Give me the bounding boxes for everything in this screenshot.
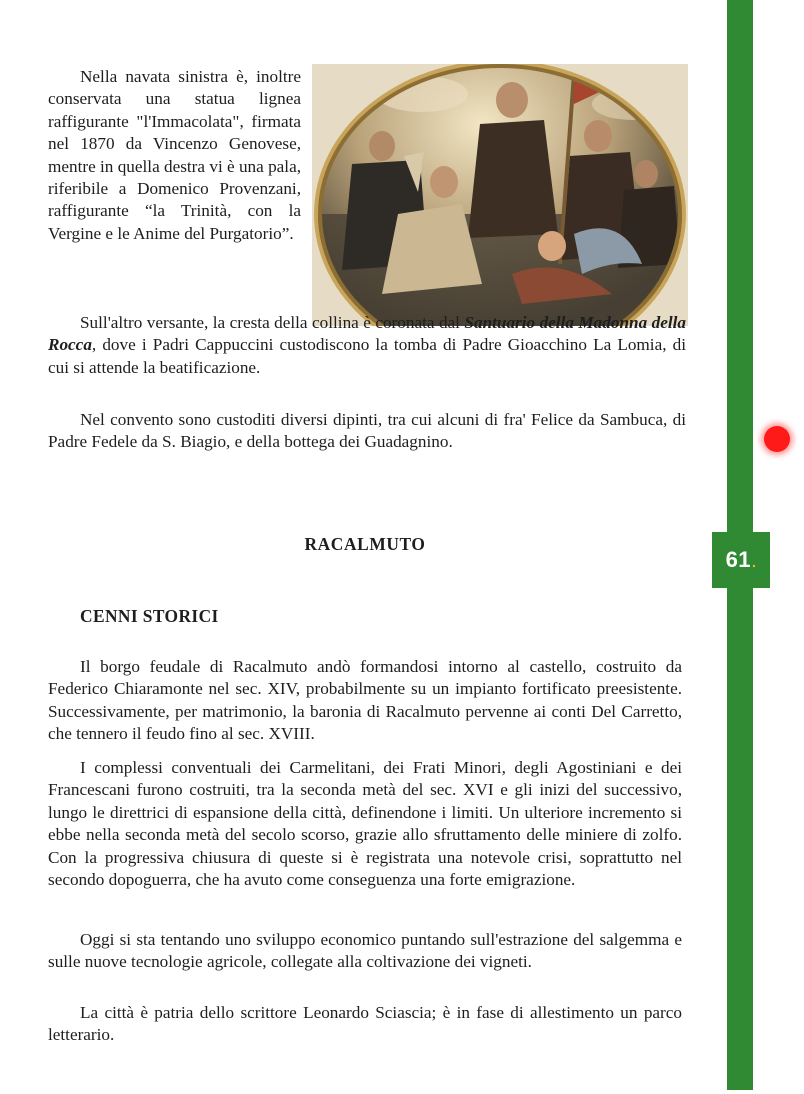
page-number-tab <box>712 532 770 588</box>
history-paragraph-4: La città è patria dello scrittore Leonardo Sciascia; è in fase di allestimento un parco letterario. <box>48 1003 682 1045</box>
section-title: RACALMUTO <box>304 534 426 554</box>
intro-paragraph-3: Nel convento sono custoditi diversi dipinti, tra cui alcuni di fra' Felice da Sambuca, di Padre Fedele da S. Biagio, e della bottega dei Guadagnino. <box>48 410 686 452</box>
intro-paragraph-2-start: Sull'altro versante, la cresta della collina è coronata dal <box>80 313 465 332</box>
red-marker-dot <box>764 426 790 452</box>
intro-paragraph-2-end: , dove i Padri Cappuccini custodiscono la tomba di Padre Gioacchino La Lomia, di cui si attende la beatificazione. <box>48 335 686 377</box>
fresco-illustration <box>312 64 688 326</box>
page-number: 61. <box>725 547 757 572</box>
fresco-painting-image <box>312 64 688 326</box>
history-paragraph-2: I complessi conventuali dei Carmelitani, dei Frati Minori, degli Agostiniani e dei Francescani furono costruiti, tra la seconda metà del sec. XVI e gli inizi del successivo, lungo le direttrici di espansione della città, definendone i limiti. Un ulteriore incremento si ebbe nella seconda metà del secolo scorso, grazie allo sfruttamento delle miniere di zolfo. Con la progressiva chiusura di queste si è registrata una notevole crisi, soprattutto nel secondo dopoguerra, che ha avuto come conseguenza una forte emigrazione. <box>48 758 682 890</box>
sanctuary-name: Santuario della Madonna della Rocca <box>48 313 686 355</box>
intro-paragraph-2 <box>48 312 686 379</box>
intro-paragraph-1: Nella navata sinistra è, inoltre conservata una statua lignea raffigurante "l'Immacolata", firmata nel 1870 da Vincenzo Genovese, mentre in quella destra vi è una pala, riferibile a Domenico Provenzani, raffigurante “la Trinità, con la Vergine e le Anime del Purgatorio”. <box>48 67 301 243</box>
section-subtitle: CENNI STORICI <box>80 606 219 626</box>
history-paragraph-1: Il borgo feudale di Racalmuto andò formandosi intorno al castello, costruito da Federico Chiaramonte nel sec. XIV, probabilmente su un impianto fortificato preesistente. Successivamente, per matrimonio, la baronia di Racalmuto pervenne ai conti Del Carretto, che tennero il feudo fino al sec. XVIII. <box>48 657 682 744</box>
history-paragraph-3: Oggi si sta tentando uno sviluppo economico puntando sull'estrazione del salgemma e sulle nuove tecnologie agricole, collegate alla coltivazione dei vigneti. <box>48 930 682 972</box>
